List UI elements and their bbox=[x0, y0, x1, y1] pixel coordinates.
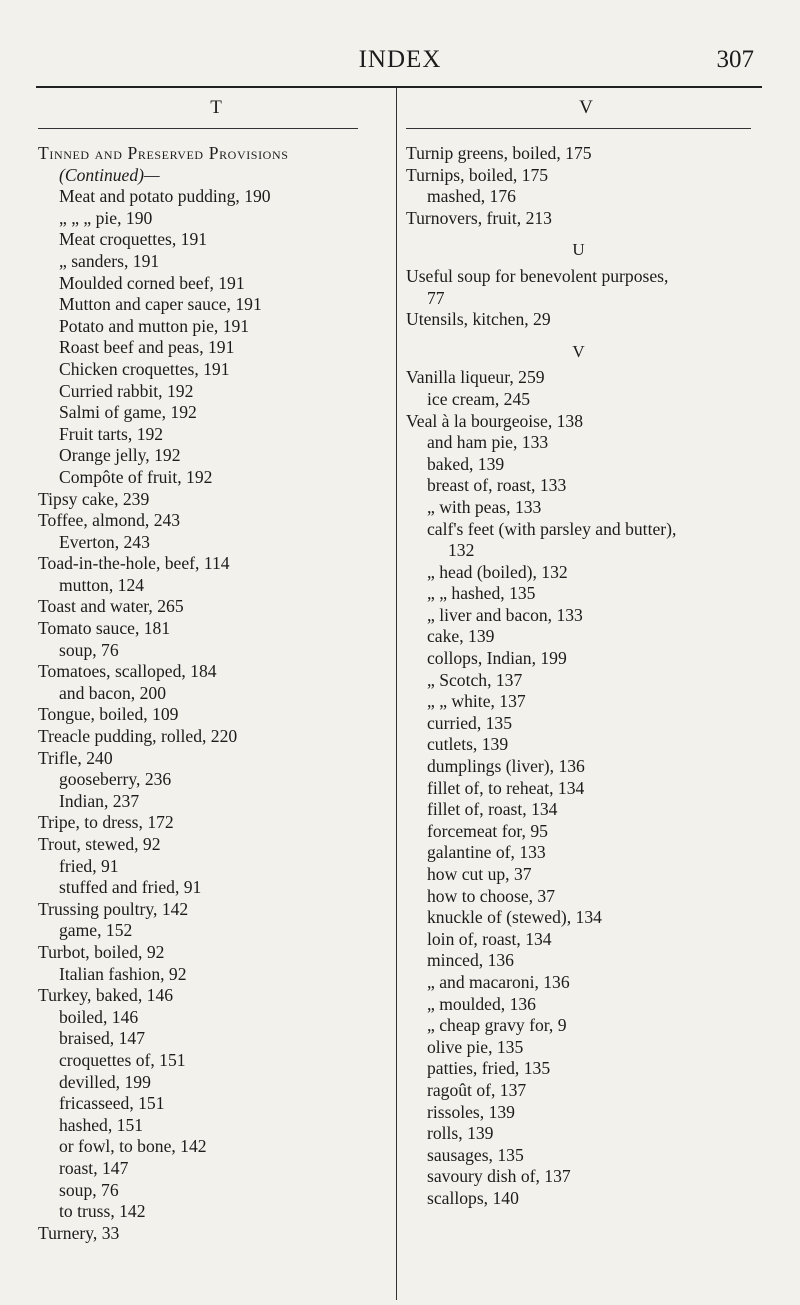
index-subentry: how to choose, 37 bbox=[427, 885, 556, 906]
index-subheading: (Continued)— bbox=[59, 164, 160, 185]
index-subentry: scallops, 140 bbox=[427, 1187, 519, 1208]
index-subentry: „ and macaroni, 136 bbox=[427, 971, 570, 992]
index-subentry: forcemeat for, 95 bbox=[427, 820, 548, 841]
index-subentry: Italian fashion, 92 bbox=[59, 963, 187, 984]
index-subentry: breast of, roast, 133 bbox=[427, 475, 567, 496]
index-entry: Toad-in-the-hole, beef, 114 bbox=[38, 553, 230, 574]
index-subentry: boiled, 146 bbox=[59, 1006, 139, 1027]
index-subentry: 77 bbox=[427, 287, 445, 308]
index-subentry: hashed, 151 bbox=[59, 1114, 144, 1135]
index-subentry: knuckle of (stewed), 134 bbox=[427, 907, 602, 928]
index-entry: Turnip greens, boiled, 175 bbox=[406, 143, 592, 163]
index-entry: Trout, stewed, 92 bbox=[38, 834, 161, 854]
section-letter: V bbox=[572, 341, 585, 361]
column-divider bbox=[396, 88, 397, 1300]
index-subentry: mashed, 176 bbox=[427, 186, 516, 207]
index-subentry: „ „ white, 137 bbox=[427, 691, 526, 712]
index-entry: Turbot, boiled, 92 bbox=[38, 941, 165, 962]
header-rule bbox=[36, 86, 762, 88]
section-letter: U bbox=[572, 240, 585, 260]
index-subentry: soup, 76 bbox=[59, 639, 119, 660]
index-subentry: Curried rabbit, 192 bbox=[59, 380, 194, 401]
index-subentry: and bacon, 200 bbox=[59, 682, 166, 703]
index-subentry: stuffed and fried, 91 bbox=[59, 877, 202, 898]
index-subentry: roast, 147 bbox=[59, 1157, 129, 1178]
index-subentry: fricasseed, 151 bbox=[59, 1093, 165, 1114]
index-entry: Turnovers, fruit, 213 bbox=[406, 207, 552, 228]
index-heading: Tinned and Preserved Provisions bbox=[38, 143, 289, 163]
index-entry: Tipsy cake, 239 bbox=[38, 488, 150, 509]
index-subentry: Everton, 243 bbox=[59, 531, 150, 552]
index-subentry: Meat and potato pudding, 190 bbox=[59, 186, 271, 207]
index-subentry: sausages, 135 bbox=[427, 1144, 524, 1165]
index-subentry: „ „ hashed, 135 bbox=[427, 583, 536, 604]
index-subentry: „ head (boiled), 132 bbox=[427, 561, 568, 582]
index-subentry: curried, 135 bbox=[427, 712, 513, 733]
index-column-left bbox=[38, 94, 394, 1244]
index-subentry: cutlets, 139 bbox=[427, 734, 509, 755]
index-subentry: devilled, 199 bbox=[59, 1071, 151, 1092]
index-entry: Useful soup for benevolent purposes, bbox=[406, 265, 669, 286]
index-subentry: mutton, 124 bbox=[59, 574, 145, 595]
index-subentry: „ liver and bacon, 133 bbox=[427, 604, 583, 625]
index-subentry: and ham pie, 133 bbox=[427, 432, 549, 453]
index-subentry: Mutton and caper sauce, 191 bbox=[59, 294, 262, 315]
index-subentry: Fruit tarts, 192 bbox=[59, 423, 164, 444]
page-header bbox=[0, 46, 800, 76]
index-subentry: Roast beef and peas, 191 bbox=[59, 337, 235, 358]
index-subentry: „ „ „ pie, 190 bbox=[59, 207, 153, 228]
index-entry: Turnery, 33 bbox=[38, 1222, 120, 1243]
index-entry: Trussing poultry, 142 bbox=[38, 898, 189, 919]
index-subentry: dumplings (liver), 136 bbox=[427, 756, 585, 777]
index-entry: Utensils, kitchen, 29 bbox=[406, 309, 551, 330]
index-subentry: „ Scotch, 137 bbox=[427, 669, 523, 690]
index-entry: Tongue, boiled, 109 bbox=[38, 704, 179, 725]
index-subentry: croquettes of, 151 bbox=[59, 1049, 186, 1070]
index-subentry: fried, 91 bbox=[59, 855, 119, 876]
index-entries bbox=[38, 143, 394, 1244]
index-entry: Trifle, 240 bbox=[38, 747, 113, 768]
index-entry: Tripe, to dress, 172 bbox=[38, 812, 174, 833]
index-entry: Turnips, boiled, 175 bbox=[406, 164, 549, 185]
index-subentry: soup, 76 bbox=[59, 1179, 119, 1200]
index-subentry: baked, 139 bbox=[427, 453, 505, 474]
column-rule bbox=[38, 128, 358, 129]
index-subentry: to truss, 142 bbox=[59, 1201, 146, 1222]
index-subentry: loin of, roast, 134 bbox=[427, 928, 552, 949]
index-subentry: Meat croquettes, 191 bbox=[59, 229, 208, 250]
column-letter: V bbox=[579, 97, 593, 118]
index-entry: Toast and water, 265 bbox=[38, 596, 184, 617]
index-subentry: patties, fried, 135 bbox=[427, 1058, 551, 1079]
index-subentry: Moulded corned beef, 191 bbox=[59, 272, 245, 293]
index-subentry: „ cheap gravy for, 9 bbox=[427, 1015, 567, 1036]
index-subentry: minced, 136 bbox=[427, 950, 514, 971]
index-subentry: Chicken croquettes, 191 bbox=[59, 358, 230, 379]
index-entry: Tomato sauce, 181 bbox=[38, 618, 171, 639]
column-letter: T bbox=[210, 97, 222, 118]
index-entries bbox=[406, 143, 766, 1210]
index-subentry: Potato and mutton pie, 191 bbox=[59, 315, 250, 336]
index-entry: Toffee, almond, 243 bbox=[38, 510, 181, 531]
index-subentry: savoury dish of, 137 bbox=[427, 1166, 571, 1187]
index-subentry: Compôte of fruit, 192 bbox=[59, 466, 213, 487]
index-subentry: braised, 147 bbox=[59, 1028, 145, 1049]
index-subentry: calf's feet (with parsley and butter), bbox=[427, 518, 677, 539]
column-rule bbox=[406, 128, 751, 129]
index-entry: Veal à la bourgeoise, 138 bbox=[406, 410, 584, 431]
index-subentry: fillet of, roast, 134 bbox=[427, 799, 558, 820]
index-subentry: ragoût of, 137 bbox=[427, 1079, 527, 1100]
index-subentry: collops, Indian, 199 bbox=[427, 648, 567, 669]
index-column-right bbox=[406, 94, 766, 1210]
index-subentry: or fowl, to bone, 142 bbox=[59, 1136, 207, 1157]
index-subentry: rolls, 139 bbox=[427, 1123, 494, 1144]
index-subentry: galantine of, 133 bbox=[427, 842, 546, 863]
index-subentry: „ moulded, 136 bbox=[427, 993, 536, 1014]
index-subentry: gooseberry, 236 bbox=[59, 769, 172, 790]
index-entry: Treacle pudding, rolled, 220 bbox=[38, 726, 238, 747]
index-subentry: rissoles, 139 bbox=[427, 1101, 515, 1122]
index-subentry: olive pie, 135 bbox=[427, 1036, 524, 1057]
index-entry: Vanilla liqueur, 259 bbox=[406, 367, 545, 388]
index-subentry: „ sanders, 191 bbox=[59, 250, 160, 271]
index-subentry: Orange jelly, 192 bbox=[59, 445, 181, 466]
page-title: INDEX bbox=[358, 46, 442, 73]
index-subentry: how cut up, 37 bbox=[427, 864, 532, 884]
index-entry: Tomatoes, scalloped, 184 bbox=[38, 661, 217, 682]
index-subentry: game, 152 bbox=[59, 920, 133, 941]
page-number: 307 bbox=[716, 46, 754, 73]
index-entry: Turkey, baked, 146 bbox=[38, 985, 174, 1006]
index-subentry: cake, 139 bbox=[427, 626, 495, 647]
index-subentry: Indian, 237 bbox=[59, 790, 140, 811]
index-subentry: fillet of, to reheat, 134 bbox=[427, 777, 585, 798]
index-subentry: ice cream, 245 bbox=[427, 388, 531, 409]
index-subentry: 132 bbox=[448, 540, 475, 561]
index-subentry: „ with peas, 133 bbox=[427, 496, 542, 517]
index-subentry: Salmi of game, 192 bbox=[59, 402, 197, 423]
